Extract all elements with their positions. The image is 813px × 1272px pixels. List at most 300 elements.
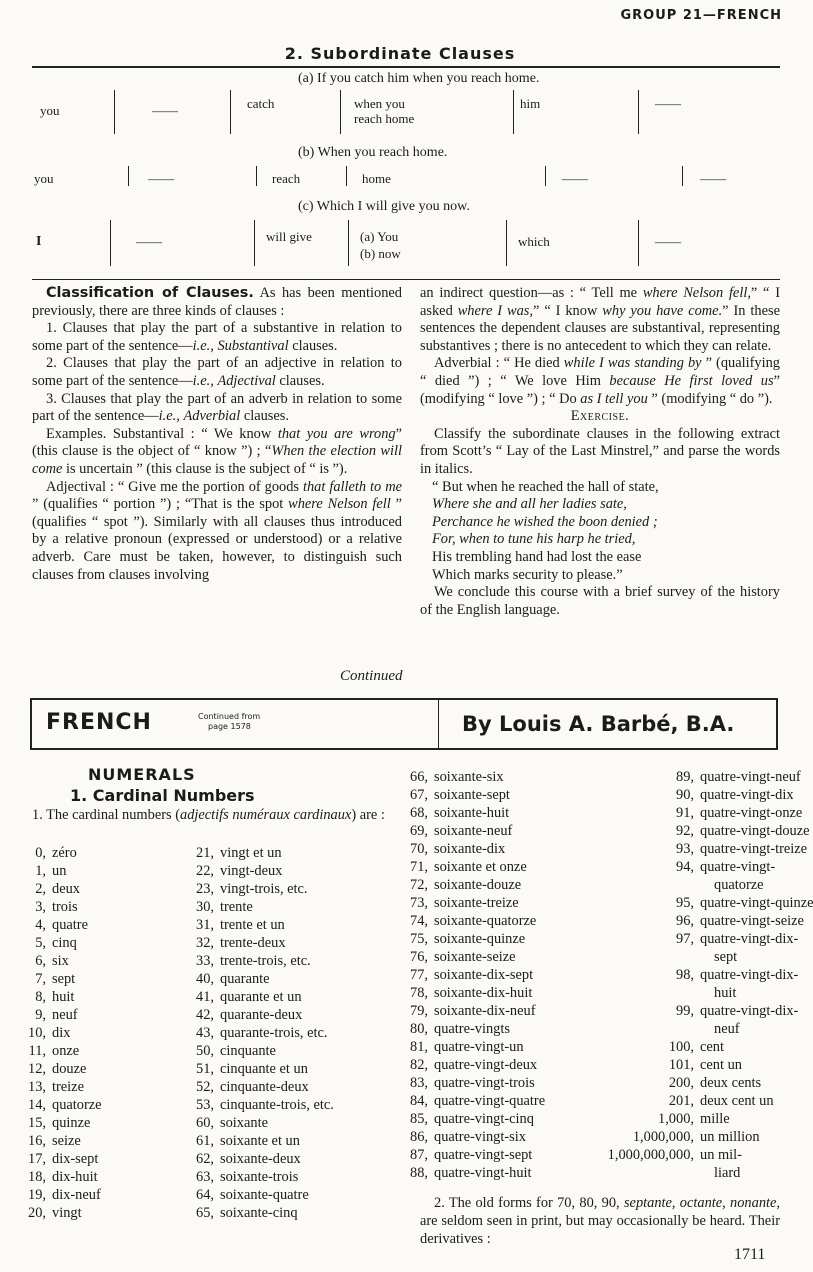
- example-c-cell: I: [36, 234, 42, 249]
- number-value: 7,: [35, 971, 46, 987]
- number-entry: [188, 988, 398, 1006]
- number-entry: [188, 1186, 398, 1204]
- number-word: douze: [52, 1061, 87, 1077]
- number-entry: [188, 880, 398, 898]
- number-entry: [188, 1204, 398, 1222]
- number-value: 1,: [35, 863, 46, 879]
- number-value: 16,: [28, 1133, 46, 1149]
- number-entry: [188, 1042, 398, 1060]
- example-a-cell: ——: [152, 103, 178, 118]
- number-value: 52,: [196, 1079, 214, 1095]
- number-value: 4,: [35, 917, 46, 933]
- poem-line: Where she and all her ladies sate,: [432, 496, 627, 513]
- page-number: 1711: [734, 1246, 766, 1263]
- example-b-divider: [682, 166, 683, 186]
- number-entry: [402, 1164, 612, 1182]
- number-word: zéro: [52, 845, 77, 861]
- number-value: 101,: [668, 1057, 694, 1073]
- number-value: 75,: [410, 931, 428, 947]
- adverbial-examples: Adverbial : “ He died while I was standing by ” (qualifying “ died ”) ; “ We love Him because He first loved us” (modifying “ love ”) ; “ Do as I tell you ” (modifying “ do ”).: [420, 355, 780, 407]
- clause-type-adjectival: 2. Clauses that play the part of an adjective in relation to some part of the sentence—i.e., Adjectival clauses.: [32, 355, 402, 389]
- number-word: quarante: [220, 971, 270, 987]
- number-entry: [402, 1038, 612, 1056]
- number-word: soixante-dix-sept: [434, 967, 534, 983]
- number-value: 100,: [668, 1039, 694, 1055]
- number-word: cinquante-deux: [220, 1079, 309, 1095]
- number-word: huit: [52, 989, 75, 1005]
- number-entry: [188, 844, 398, 862]
- number-word: soixante-dix: [434, 841, 506, 857]
- number-value: 18,: [28, 1169, 46, 1185]
- number-entry: [20, 1096, 196, 1114]
- number-value: 14,: [28, 1097, 46, 1113]
- number-entry: [188, 916, 398, 934]
- section-title: 2. Subordinate Clauses: [284, 44, 516, 63]
- number-entry: [188, 1006, 398, 1024]
- number-entry: [20, 844, 196, 862]
- number-word: quatre-vingt-quinze: [700, 895, 813, 911]
- number-value: 5,: [35, 935, 46, 951]
- number-word: soixante-dix-neuf: [434, 1003, 536, 1019]
- number-entry: [20, 1006, 196, 1024]
- numbers-column-3: [402, 768, 612, 1182]
- number-word: quarante-trois, etc.: [220, 1025, 328, 1041]
- number-word: deux cent un: [700, 1093, 774, 1109]
- number-value: 23,: [196, 881, 214, 897]
- number-word: soixante-dix-huit: [434, 985, 533, 1001]
- number-entry: [594, 930, 799, 948]
- number-entry: [594, 1146, 794, 1164]
- number-entry: [594, 822, 810, 840]
- number-word: cinquante: [220, 1043, 276, 1059]
- number-entry: [20, 1060, 196, 1078]
- number-word: dix: [52, 1025, 71, 1041]
- number-word: cent: [700, 1039, 724, 1055]
- number-word: quatre-vingt-cinq: [434, 1111, 534, 1127]
- example-b-cell: ——: [562, 171, 588, 186]
- substantival-examples: Examples. Substantival : “ We know that you are wrong” (this clause is the object of “ know ”) ; “When the election will come is uncertain ” (this clause is the subject of “ is ”).: [32, 425, 403, 477]
- number-value: 41,: [196, 989, 214, 1005]
- poem-extract: [420, 479, 780, 585]
- number-value: 78,: [410, 985, 428, 1001]
- number-value: 80,: [410, 1021, 428, 1037]
- number-value: 51,: [196, 1061, 214, 1077]
- number-value: 71,: [410, 859, 428, 875]
- number-word: quatre-vingt-dix-: [700, 967, 799, 983]
- number-word: quatre-vingt-: [700, 859, 776, 875]
- example-b-divider: [545, 166, 546, 186]
- number-word: quatre-vingt-deux: [434, 1057, 538, 1073]
- example-a-caption: (a) If you catch him when you reach home.: [298, 71, 540, 86]
- number-value: 1,000,: [658, 1111, 694, 1127]
- cardinal-numbers-heading: 1. Cardinal Numbers: [70, 786, 255, 805]
- number-value: 31,: [196, 917, 214, 933]
- poem-line: For, when to tune his harp he tried,: [432, 531, 636, 548]
- number-word: soixante-cinq: [220, 1205, 298, 1221]
- number-value: 82,: [410, 1057, 428, 1073]
- number-value: 66,: [410, 769, 428, 785]
- number-entry: [20, 916, 196, 934]
- number-entry: [20, 1204, 196, 1222]
- number-entry: [188, 952, 398, 970]
- number-word: quatre-vingt-trois: [434, 1075, 535, 1091]
- number-value: 73,: [410, 895, 428, 911]
- number-word: quatre-vingt-treize: [700, 841, 808, 857]
- number-word: vingt et un: [220, 845, 282, 861]
- number-value: 88,: [410, 1165, 428, 1181]
- number-value: 12,: [28, 1061, 46, 1077]
- number-entry: [402, 912, 612, 930]
- number-entry: [402, 930, 612, 948]
- number-value: 9,: [35, 1007, 46, 1023]
- number-entry: [402, 840, 612, 858]
- number-value: 97,: [676, 931, 694, 947]
- indirect-question-paragraph: an indirect question—as : “ Tell me where Nelson fell,” “ I asked where I was,” “ I know why you have come.” In these sentences the dependent clauses are substantival, representing substantives ; there is no antecedent to which they can relate.: [420, 285, 780, 354]
- number-word: soixante-douze: [434, 877, 522, 893]
- number-entry: [188, 970, 398, 988]
- number-word: trois: [52, 899, 78, 915]
- number-word: soixante-deux: [220, 1151, 301, 1167]
- number-value: 1,000,000,000,: [607, 1147, 694, 1163]
- number-word: quatre-vingt-huit: [434, 1165, 532, 1181]
- number-value: 42,: [196, 1007, 214, 1023]
- number-value: 74,: [410, 913, 428, 929]
- number-value: 85,: [410, 1111, 428, 1127]
- number-entry: [20, 1132, 196, 1150]
- number-word: soixante-sept: [434, 787, 510, 803]
- number-word: soixante-seize: [434, 949, 516, 965]
- number-value: 201,: [668, 1093, 694, 1109]
- number-entry: [594, 1038, 794, 1056]
- number-value: 13,: [28, 1079, 46, 1095]
- number-entry: [594, 1074, 794, 1092]
- number-word: trente: [220, 899, 253, 915]
- number-entry: [594, 1128, 794, 1146]
- example-b-cell: ——: [148, 171, 174, 186]
- example-c-cell: which: [518, 234, 550, 249]
- number-word: quarante et un: [220, 989, 302, 1005]
- left-column: [32, 285, 402, 584]
- number-word: quatre: [52, 917, 88, 933]
- number-word: quinze: [52, 1115, 91, 1131]
- number-entry: [594, 894, 813, 912]
- number-value: 77,: [410, 967, 428, 983]
- number-word-continuation: huit: [714, 985, 737, 1001]
- number-value: 8,: [35, 989, 46, 1005]
- number-entry: [594, 840, 808, 858]
- exercise-instructions: Classify the subordinate clauses in the following extract from Scott’s “ Lay of the Last Minstrel,” and parse the words in italics.: [420, 425, 780, 477]
- example-c-cell: (b) now: [360, 246, 401, 261]
- number-entry: [402, 804, 612, 822]
- number-value: 19,: [28, 1187, 46, 1203]
- number-value: 21,: [196, 845, 214, 861]
- number-word: cinquante et un: [220, 1061, 308, 1077]
- classification-paragraph: Classification of Clauses. As has been mentioned previously, there are three kinds of clauses :: [32, 285, 402, 319]
- number-value: 94,: [676, 859, 694, 875]
- number-word: soixante et un: [220, 1133, 300, 1149]
- number-word: quatre-vingt-un: [434, 1039, 524, 1055]
- number-word: dix-neuf: [52, 1187, 101, 1203]
- example-b-divider: [346, 166, 347, 186]
- number-value: 20,: [28, 1205, 46, 1221]
- number-entry: [594, 1110, 794, 1128]
- number-entry: [188, 1114, 398, 1132]
- number-entry: [594, 912, 804, 930]
- number-entry: [402, 1002, 612, 1020]
- number-word: vingt: [52, 1205, 82, 1221]
- numbers-column-1: [20, 844, 196, 1222]
- number-entry: [402, 894, 612, 912]
- number-entry: [402, 984, 612, 1002]
- example-c-divider: [348, 220, 349, 266]
- number-entry: [402, 966, 612, 984]
- number-word: cent un: [700, 1057, 742, 1073]
- number-entry: [594, 966, 799, 984]
- number-word: quatre-vingt-sept: [434, 1147, 533, 1163]
- number-entry: [20, 988, 196, 1006]
- number-word: sept: [52, 971, 76, 987]
- number-value: 62,: [196, 1151, 214, 1167]
- exercise-heading: Exercise.: [570, 408, 630, 425]
- number-entry: [594, 768, 801, 786]
- number-word: mille: [700, 1111, 730, 1127]
- number-value: 70,: [410, 841, 428, 857]
- numerals-intro: 1. The cardinal numbers (adjectifs numéraux cardinaux) are :: [32, 807, 385, 823]
- example-c-divider: [638, 220, 639, 266]
- number-entry: [402, 858, 612, 876]
- number-word: quatre-vingt-six: [434, 1129, 526, 1145]
- number-word: soixante-quinze: [434, 931, 526, 947]
- number-value: 200,: [668, 1075, 694, 1091]
- example-c-divider: [254, 220, 255, 266]
- number-entry: [402, 876, 612, 894]
- number-entry: [20, 880, 196, 898]
- poem-line: Which marks security to please.”: [432, 566, 623, 583]
- number-value: 15,: [28, 1115, 46, 1131]
- number-value: 72,: [410, 877, 428, 893]
- number-word-continuation: quatorze: [714, 877, 764, 893]
- number-word: trente-trois, etc.: [220, 953, 311, 969]
- number-entry: [20, 862, 196, 880]
- number-word-continuation: neuf: [714, 1021, 740, 1037]
- number-entry: [20, 1186, 196, 1204]
- example-b-cell: ——: [700, 171, 726, 186]
- number-value: 92,: [676, 823, 694, 839]
- banner-page-ref: page 1578: [208, 722, 251, 731]
- number-value: 6,: [35, 953, 46, 969]
- top-rule: [32, 66, 780, 68]
- number-entry: [188, 1078, 398, 1096]
- example-a-divider: [114, 90, 115, 134]
- number-entry: [188, 1096, 398, 1114]
- example-b-divider: [256, 166, 257, 186]
- example-b-cell: reach: [272, 171, 301, 186]
- number-word: cinquante-trois, etc.: [220, 1097, 334, 1113]
- number-word: soixante-six: [434, 769, 504, 785]
- number-entry: [188, 1132, 398, 1150]
- number-word: soixante: [220, 1115, 268, 1131]
- number-word: quatorze: [52, 1097, 102, 1113]
- number-word-continuation: liard: [714, 1165, 741, 1181]
- number-value: 63,: [196, 1169, 214, 1185]
- number-value: 86,: [410, 1129, 428, 1145]
- number-value: 30,: [196, 899, 214, 915]
- number-word: quatre-vingts: [434, 1021, 510, 1037]
- number-entry: [402, 1092, 612, 1110]
- number-word: quatre-vingt-dix: [700, 787, 794, 803]
- example-c-cell: ——: [136, 234, 162, 249]
- example-a-cell: you: [40, 103, 60, 118]
- example-c-cell: will give: [266, 229, 312, 244]
- number-word: un: [52, 863, 67, 879]
- examples-bottom-rule: [32, 279, 780, 280]
- number-entry: [594, 858, 794, 876]
- example-a-cell: him: [520, 96, 541, 111]
- number-word: seize: [52, 1133, 81, 1149]
- conclusion-paragraph: We conclude this course with a brief survey of the history of the English language.: [420, 584, 780, 618]
- number-value: 67,: [410, 787, 428, 803]
- number-word: soixante-treize: [434, 895, 519, 911]
- number-word: dix-sept: [52, 1151, 99, 1167]
- numbers-column-4: [594, 768, 813, 1182]
- number-entry: [402, 1110, 612, 1128]
- number-word: quatre-vingt-douze: [700, 823, 810, 839]
- number-entry: [188, 934, 398, 952]
- number-value: 0,: [35, 845, 46, 861]
- number-entry: [20, 898, 196, 916]
- banner-divider: [438, 700, 439, 748]
- number-entry: [402, 768, 612, 786]
- old-forms-note: 2. The old forms for 70, 80, 90, septante, octante, nonante, are seldom seen in print, but may occasionally be heard. Their derivatives :: [420, 1195, 781, 1247]
- number-entry: [20, 934, 196, 952]
- example-b-divider: [128, 166, 129, 186]
- number-entry: [188, 1150, 398, 1168]
- example-b-cell: you: [34, 171, 54, 186]
- number-entry: [594, 786, 794, 804]
- example-c-cell: (a) You: [360, 229, 399, 244]
- number-value: 91,: [676, 805, 694, 821]
- continued-label: Continued: [340, 668, 403, 684]
- number-entry: [188, 1168, 398, 1186]
- number-entry: [594, 1056, 794, 1074]
- number-entry: [188, 1060, 398, 1078]
- number-value: 2,: [35, 881, 46, 897]
- number-entry: [20, 970, 196, 988]
- right-column: [420, 285, 780, 619]
- number-word: quatre-vingt-dix-: [700, 1003, 799, 1019]
- number-entry: [402, 822, 612, 840]
- number-value: 83,: [410, 1075, 428, 1091]
- number-value: 90,: [676, 787, 694, 803]
- example-a-cell: when you reach home: [354, 96, 415, 126]
- number-word: soixante et onze: [434, 859, 527, 875]
- number-word: deux cents: [700, 1075, 762, 1091]
- number-value: 76,: [410, 949, 428, 965]
- number-value: 65,: [196, 1205, 214, 1221]
- example-b-caption: (b) When you reach home.: [298, 145, 448, 160]
- number-entry: [188, 862, 398, 880]
- number-entry: [20, 952, 196, 970]
- number-entry: [402, 948, 612, 966]
- number-entry: [20, 1150, 196, 1168]
- number-word: quatre-vingt-neuf: [700, 769, 801, 785]
- numerals-heading: NUMERALS: [88, 765, 196, 784]
- number-entry: [20, 1114, 196, 1132]
- example-a-divider: [638, 90, 639, 134]
- banner-author: By Louis A. Barbé, B.A.: [462, 712, 735, 736]
- number-value: 61,: [196, 1133, 214, 1149]
- number-value: 93,: [676, 841, 694, 857]
- number-entry: [402, 1128, 612, 1146]
- number-word: treize: [52, 1079, 84, 1095]
- number-value: 32,: [196, 935, 214, 951]
- number-word: six: [52, 953, 69, 969]
- number-entry: [188, 898, 398, 916]
- number-value: 64,: [196, 1187, 214, 1203]
- number-value: 50,: [196, 1043, 214, 1059]
- example-a-divider: [340, 90, 341, 134]
- poem-line: His trembling hand had lost the ease: [432, 548, 642, 565]
- number-word: soixante-huit: [434, 805, 510, 821]
- number-word: trente et un: [220, 917, 285, 933]
- number-entry: [20, 1042, 196, 1060]
- number-entry: [402, 1074, 612, 1092]
- number-value: 43,: [196, 1025, 214, 1041]
- number-value: 40,: [196, 971, 214, 987]
- example-a-divider: [230, 90, 231, 134]
- number-value: 53,: [196, 1097, 214, 1113]
- number-entry: [20, 1024, 196, 1042]
- number-value: 33,: [196, 953, 214, 969]
- clause-type-substantival: 1. Clauses that play the part of a substantive in relation to some part of the sentence—i.e., Substantival clauses.: [32, 320, 402, 354]
- example-c-divider: [110, 220, 111, 266]
- number-word: soixante-neuf: [434, 823, 513, 839]
- french-banner: [30, 698, 778, 750]
- number-word: vingt-trois, etc.: [220, 881, 308, 897]
- number-entry: [20, 1078, 196, 1096]
- number-value: 10,: [28, 1025, 46, 1041]
- number-value: 98,: [676, 967, 694, 983]
- example-a-cell: catch: [247, 96, 275, 111]
- number-word: neuf: [52, 1007, 78, 1023]
- number-value: 17,: [28, 1151, 46, 1167]
- example-a-divider: [513, 90, 514, 134]
- example-c-divider: [506, 220, 507, 266]
- number-word: soixante-quatre: [220, 1187, 309, 1203]
- number-entry: [594, 1092, 794, 1110]
- number-word: onze: [52, 1043, 80, 1059]
- number-entry: [594, 804, 803, 822]
- number-entry: [402, 1146, 612, 1164]
- number-word: quarante-deux: [220, 1007, 303, 1023]
- number-word: deux: [52, 881, 80, 897]
- example-c-cell: ——: [655, 234, 681, 249]
- number-value: 89,: [676, 769, 694, 785]
- number-entry: [402, 1056, 612, 1074]
- number-word: cinq: [52, 935, 77, 951]
- example-c-caption: (c) Which I will give you now.: [298, 199, 470, 214]
- number-entry: [402, 1020, 612, 1038]
- number-word: quatre-vingt-quatre: [434, 1093, 546, 1109]
- number-entry: [594, 1002, 799, 1020]
- number-value: 68,: [410, 805, 428, 821]
- numbers-column-2: [188, 844, 398, 1222]
- number-word: vingt-deux: [220, 863, 283, 879]
- number-value: 11,: [28, 1043, 46, 1059]
- banner-title: FRENCH: [46, 710, 152, 735]
- number-value: 79,: [410, 1003, 428, 1019]
- poem-line: “ But when he reached the hall of state,: [432, 478, 659, 495]
